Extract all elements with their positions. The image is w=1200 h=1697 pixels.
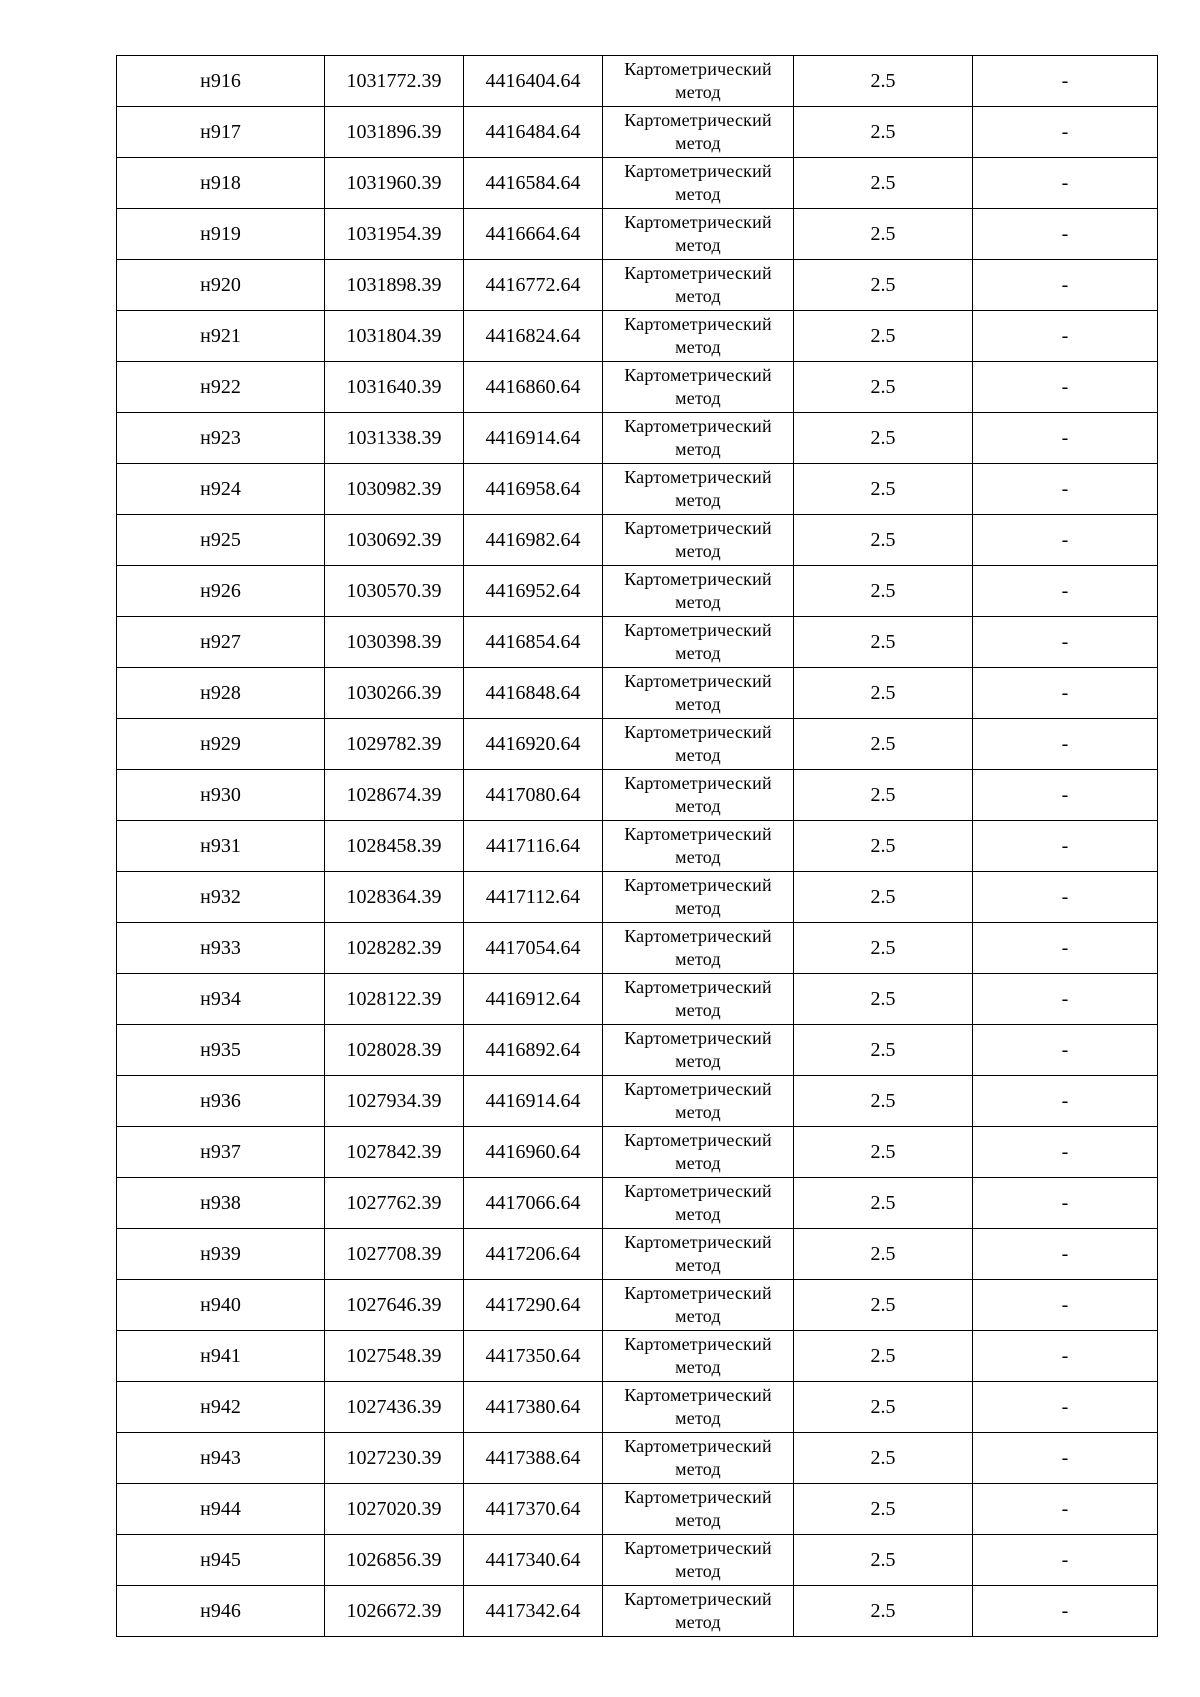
method-cell: Картометрический метод	[603, 821, 794, 872]
x-coordinate-cell: 1026856.39	[325, 1535, 464, 1586]
accuracy-cell: 2.5	[794, 1484, 973, 1535]
method-cell: Картометрический метод	[603, 1178, 794, 1229]
y-coordinate-cell: 4416912.64	[464, 974, 603, 1025]
point-number-cell: н916	[117, 56, 325, 107]
accuracy-cell: 2.5	[794, 1433, 973, 1484]
note-cell: -	[973, 770, 1158, 821]
method-cell: Картометрический метод	[603, 1382, 794, 1433]
method-cell: Картометрический метод	[603, 311, 794, 362]
x-coordinate-cell: 1027842.39	[325, 1127, 464, 1178]
table-row	[117, 158, 1158, 209]
note-cell: -	[973, 1025, 1158, 1076]
accuracy-cell: 2.5	[794, 107, 973, 158]
accuracy-cell: 2.5	[794, 1127, 973, 1178]
x-coordinate-cell: 1030266.39	[325, 668, 464, 719]
accuracy-cell: 2.5	[794, 770, 973, 821]
point-number-cell: н931	[117, 821, 325, 872]
note-cell: -	[973, 1076, 1158, 1127]
accuracy-cell: 2.5	[794, 1280, 973, 1331]
accuracy-cell: 2.5	[794, 974, 973, 1025]
table-row	[117, 1127, 1158, 1178]
x-coordinate-cell: 1027762.39	[325, 1178, 464, 1229]
x-coordinate-cell: 1030570.39	[325, 566, 464, 617]
x-coordinate-cell: 1028674.39	[325, 770, 464, 821]
table-row	[117, 107, 1158, 158]
accuracy-cell: 2.5	[794, 56, 973, 107]
y-coordinate-cell: 4417054.64	[464, 923, 603, 974]
accuracy-cell: 2.5	[794, 1331, 973, 1382]
y-coordinate-cell: 4417370.64	[464, 1484, 603, 1535]
y-coordinate-cell: 4416914.64	[464, 413, 603, 464]
x-coordinate-cell: 1027436.39	[325, 1382, 464, 1433]
y-coordinate-cell: 4416404.64	[464, 56, 603, 107]
accuracy-cell: 2.5	[794, 1178, 973, 1229]
x-coordinate-cell: 1028122.39	[325, 974, 464, 1025]
table-row	[117, 872, 1158, 923]
method-cell: Картометрический метод	[603, 872, 794, 923]
y-coordinate-cell: 4416860.64	[464, 362, 603, 413]
note-cell: -	[973, 566, 1158, 617]
table-row	[117, 617, 1158, 668]
table-row	[117, 1178, 1158, 1229]
accuracy-cell: 2.5	[794, 1586, 973, 1637]
point-number-cell: н944	[117, 1484, 325, 1535]
point-number-cell: н935	[117, 1025, 325, 1076]
note-cell: -	[973, 974, 1158, 1025]
table-row	[117, 311, 1158, 362]
point-number-cell: н932	[117, 872, 325, 923]
note-cell: -	[973, 617, 1158, 668]
table-row	[117, 1433, 1158, 1484]
note-cell: -	[973, 1535, 1158, 1586]
note-cell: -	[973, 158, 1158, 209]
table-row	[117, 923, 1158, 974]
accuracy-cell: 2.5	[794, 413, 973, 464]
y-coordinate-cell: 4416892.64	[464, 1025, 603, 1076]
point-number-cell: н928	[117, 668, 325, 719]
table-row	[117, 1331, 1158, 1382]
point-number-cell: н924	[117, 464, 325, 515]
x-coordinate-cell: 1027708.39	[325, 1229, 464, 1280]
note-cell: -	[973, 1127, 1158, 1178]
accuracy-cell: 2.5	[794, 260, 973, 311]
x-coordinate-cell: 1028282.39	[325, 923, 464, 974]
accuracy-cell: 2.5	[794, 719, 973, 770]
y-coordinate-cell: 4416920.64	[464, 719, 603, 770]
accuracy-cell: 2.5	[794, 872, 973, 923]
note-cell: -	[973, 719, 1158, 770]
note-cell: -	[973, 923, 1158, 974]
x-coordinate-cell: 1027230.39	[325, 1433, 464, 1484]
method-cell: Картометрический метод	[603, 413, 794, 464]
table-row	[117, 821, 1158, 872]
point-number-cell: н939	[117, 1229, 325, 1280]
point-number-cell: н917	[117, 107, 325, 158]
y-coordinate-cell: 4417116.64	[464, 821, 603, 872]
note-cell: -	[973, 1229, 1158, 1280]
y-coordinate-cell: 4416854.64	[464, 617, 603, 668]
x-coordinate-cell: 1031804.39	[325, 311, 464, 362]
x-coordinate-cell: 1030692.39	[325, 515, 464, 566]
note-cell: -	[973, 311, 1158, 362]
y-coordinate-cell: 4416848.64	[464, 668, 603, 719]
coordinates-table	[116, 55, 1158, 1637]
table-row	[117, 1280, 1158, 1331]
method-cell: Картометрический метод	[603, 1535, 794, 1586]
table-row	[117, 974, 1158, 1025]
method-cell: Картометрический метод	[603, 260, 794, 311]
point-number-cell: н921	[117, 311, 325, 362]
accuracy-cell: 2.5	[794, 515, 973, 566]
point-number-cell: н942	[117, 1382, 325, 1433]
method-cell: Картометрический метод	[603, 617, 794, 668]
method-cell: Картометрический метод	[603, 362, 794, 413]
note-cell: -	[973, 209, 1158, 260]
method-cell: Картометрический метод	[603, 1127, 794, 1178]
table-row	[117, 1484, 1158, 1535]
accuracy-cell: 2.5	[794, 362, 973, 413]
y-coordinate-cell: 4416982.64	[464, 515, 603, 566]
note-cell: -	[973, 1433, 1158, 1484]
x-coordinate-cell: 1031954.39	[325, 209, 464, 260]
method-cell: Картометрический метод	[603, 1076, 794, 1127]
method-cell: Картометрический метод	[603, 1586, 794, 1637]
y-coordinate-cell: 4417342.64	[464, 1586, 603, 1637]
note-cell: -	[973, 668, 1158, 719]
note-cell: -	[973, 1280, 1158, 1331]
note-cell: -	[973, 260, 1158, 311]
method-cell: Картометрический метод	[603, 974, 794, 1025]
accuracy-cell: 2.5	[794, 1076, 973, 1127]
method-cell: Картометрический метод	[603, 107, 794, 158]
note-cell: -	[973, 107, 1158, 158]
x-coordinate-cell: 1031338.39	[325, 413, 464, 464]
table-row	[117, 515, 1158, 566]
method-cell: Картометрический метод	[603, 1025, 794, 1076]
table-row	[117, 1535, 1158, 1586]
note-cell: -	[973, 515, 1158, 566]
x-coordinate-cell: 1031640.39	[325, 362, 464, 413]
y-coordinate-cell: 4417206.64	[464, 1229, 603, 1280]
x-coordinate-cell: 1029782.39	[325, 719, 464, 770]
x-coordinate-cell: 1028028.39	[325, 1025, 464, 1076]
note-cell: -	[973, 1331, 1158, 1382]
x-coordinate-cell: 1030398.39	[325, 617, 464, 668]
point-number-cell: н929	[117, 719, 325, 770]
note-cell: -	[973, 1382, 1158, 1433]
x-coordinate-cell: 1031960.39	[325, 158, 464, 209]
table-row	[117, 1229, 1158, 1280]
point-number-cell: н940	[117, 1280, 325, 1331]
y-coordinate-cell: 4417380.64	[464, 1382, 603, 1433]
method-cell: Картометрический метод	[603, 515, 794, 566]
accuracy-cell: 2.5	[794, 158, 973, 209]
point-number-cell: н926	[117, 566, 325, 617]
accuracy-cell: 2.5	[794, 821, 973, 872]
table-row	[117, 260, 1158, 311]
method-cell: Картометрический метод	[603, 1280, 794, 1331]
x-coordinate-cell: 1031896.39	[325, 107, 464, 158]
point-number-cell: н938	[117, 1178, 325, 1229]
y-coordinate-cell: 4416960.64	[464, 1127, 603, 1178]
point-number-cell: н922	[117, 362, 325, 413]
accuracy-cell: 2.5	[794, 668, 973, 719]
y-coordinate-cell: 4416584.64	[464, 158, 603, 209]
point-number-cell: н945	[117, 1535, 325, 1586]
note-cell: -	[973, 362, 1158, 413]
x-coordinate-cell: 1027548.39	[325, 1331, 464, 1382]
note-cell: -	[973, 872, 1158, 923]
y-coordinate-cell: 4416952.64	[464, 566, 603, 617]
accuracy-cell: 2.5	[794, 1229, 973, 1280]
table-row	[117, 668, 1158, 719]
note-cell: -	[973, 821, 1158, 872]
accuracy-cell: 2.5	[794, 566, 973, 617]
point-number-cell: н923	[117, 413, 325, 464]
y-coordinate-cell: 4416772.64	[464, 260, 603, 311]
y-coordinate-cell: 4417112.64	[464, 872, 603, 923]
method-cell: Картометрический метод	[603, 56, 794, 107]
point-number-cell: н920	[117, 260, 325, 311]
y-coordinate-cell: 4416664.64	[464, 209, 603, 260]
y-coordinate-cell: 4416914.64	[464, 1076, 603, 1127]
method-cell: Картометрический метод	[603, 209, 794, 260]
note-cell: -	[973, 413, 1158, 464]
x-coordinate-cell: 1027934.39	[325, 1076, 464, 1127]
note-cell: -	[973, 1484, 1158, 1535]
y-coordinate-cell: 4417080.64	[464, 770, 603, 821]
x-coordinate-cell: 1031898.39	[325, 260, 464, 311]
table-row	[117, 566, 1158, 617]
table-row	[117, 464, 1158, 515]
method-cell: Картометрический метод	[603, 464, 794, 515]
note-cell: -	[973, 1178, 1158, 1229]
y-coordinate-cell: 4416824.64	[464, 311, 603, 362]
accuracy-cell: 2.5	[794, 923, 973, 974]
method-cell: Картометрический метод	[603, 719, 794, 770]
accuracy-cell: 2.5	[794, 464, 973, 515]
point-number-cell: н937	[117, 1127, 325, 1178]
method-cell: Картометрический метод	[603, 1331, 794, 1382]
table-row	[117, 1382, 1158, 1433]
x-coordinate-cell: 1027020.39	[325, 1484, 464, 1535]
method-cell: Картометрический метод	[603, 566, 794, 617]
method-cell: Картометрический метод	[603, 668, 794, 719]
note-cell: -	[973, 464, 1158, 515]
table-row	[117, 209, 1158, 260]
table-row	[117, 1586, 1158, 1637]
x-coordinate-cell: 1028364.39	[325, 872, 464, 923]
point-number-cell: н918	[117, 158, 325, 209]
y-coordinate-cell: 4417350.64	[464, 1331, 603, 1382]
point-number-cell: н943	[117, 1433, 325, 1484]
accuracy-cell: 2.5	[794, 1025, 973, 1076]
x-coordinate-cell: 1028458.39	[325, 821, 464, 872]
point-number-cell: н919	[117, 209, 325, 260]
x-coordinate-cell: 1030982.39	[325, 464, 464, 515]
point-number-cell: н930	[117, 770, 325, 821]
method-cell: Картометрический метод	[603, 158, 794, 209]
method-cell: Картометрический метод	[603, 1433, 794, 1484]
table-row	[117, 56, 1158, 107]
y-coordinate-cell: 4416958.64	[464, 464, 603, 515]
method-cell: Картометрический метод	[603, 1229, 794, 1280]
table-row	[117, 1076, 1158, 1127]
accuracy-cell: 2.5	[794, 1382, 973, 1433]
table-row	[117, 770, 1158, 821]
method-cell: Картометрический метод	[603, 1484, 794, 1535]
y-coordinate-cell: 4417290.64	[464, 1280, 603, 1331]
coordinates-table-body	[117, 56, 1158, 1637]
point-number-cell: н941	[117, 1331, 325, 1382]
x-coordinate-cell: 1026672.39	[325, 1586, 464, 1637]
table-row	[117, 719, 1158, 770]
point-number-cell: н934	[117, 974, 325, 1025]
point-number-cell: н946	[117, 1586, 325, 1637]
accuracy-cell: 2.5	[794, 209, 973, 260]
point-number-cell: н925	[117, 515, 325, 566]
note-cell: -	[973, 1586, 1158, 1637]
y-coordinate-cell: 4416484.64	[464, 107, 603, 158]
accuracy-cell: 2.5	[794, 311, 973, 362]
table-row	[117, 413, 1158, 464]
y-coordinate-cell: 4417340.64	[464, 1535, 603, 1586]
table-row	[117, 1025, 1158, 1076]
y-coordinate-cell: 4417066.64	[464, 1178, 603, 1229]
table-row	[117, 362, 1158, 413]
accuracy-cell: 2.5	[794, 617, 973, 668]
method-cell: Картометрический метод	[603, 923, 794, 974]
note-cell: -	[973, 56, 1158, 107]
accuracy-cell: 2.5	[794, 1535, 973, 1586]
x-coordinate-cell: 1027646.39	[325, 1280, 464, 1331]
point-number-cell: н936	[117, 1076, 325, 1127]
point-number-cell: н933	[117, 923, 325, 974]
y-coordinate-cell: 4417388.64	[464, 1433, 603, 1484]
x-coordinate-cell: 1031772.39	[325, 56, 464, 107]
point-number-cell: н927	[117, 617, 325, 668]
method-cell: Картометрический метод	[603, 770, 794, 821]
